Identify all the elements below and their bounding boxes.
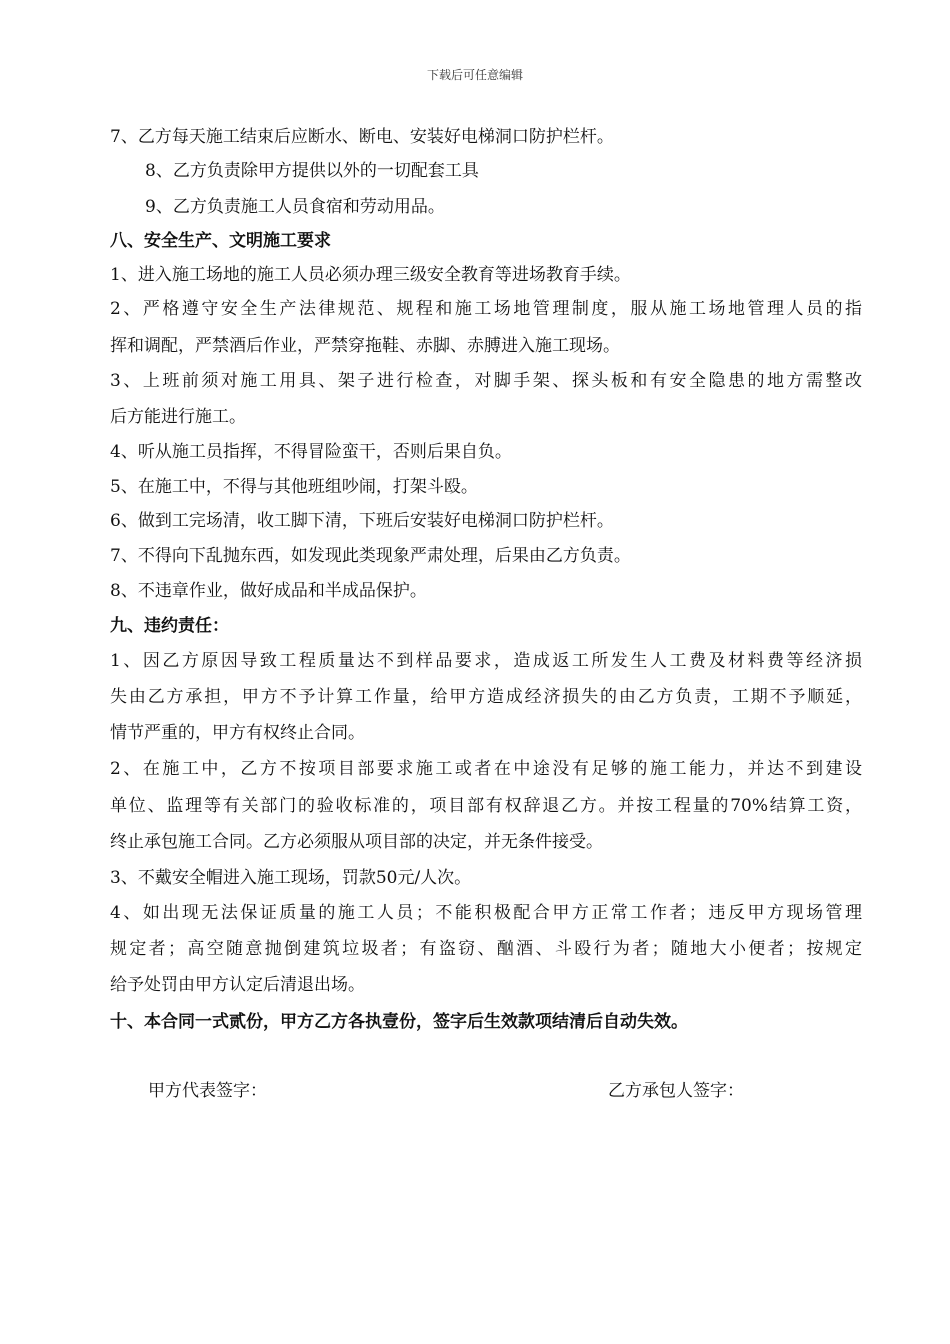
clause-line: 规定者；高空随意抛倒建筑垃圾者；有盗窃、酗酒、斗殴行为者；随地大小便者；按规定 bbox=[110, 939, 862, 959]
clause-line: 情节严重的，甲方有权终止合同。 bbox=[110, 723, 365, 743]
clause-line: 给予处罚由甲方认定后清退出场。 bbox=[110, 975, 365, 995]
clause-line: 挥和调配，严禁酒后作业，严禁穿拖鞋、赤脚、赤膊进入施工现场。 bbox=[110, 336, 620, 356]
clause-line: 6、做到工完场清，收工脚下清，下班后安装好电梯洞口防护栏杆。 bbox=[110, 511, 614, 531]
clause-line: 终止承包施工合同。乙方必须服从项目部的决定，并无条件接受。 bbox=[110, 832, 603, 852]
clause-line: 2、严格遵守安全生产法律规范、规程和施工场地管理制度，服从施工场地管理人员的指 bbox=[110, 299, 862, 319]
clause-line: 5、在施工中，不得与其他班组吵闹，打架斗殴。 bbox=[110, 477, 478, 497]
clause-line: 9、乙方负责施工人员食宿和劳动用品。 bbox=[145, 197, 445, 217]
section-heading: 九、违约责任： bbox=[110, 616, 229, 636]
clause-line: 7、不得向下乱抛东西，如发现此类现象严肃处理，后果由乙方负责。 bbox=[110, 546, 631, 566]
clause-line: 8、不违章作业，做好成品和半成品保护。 bbox=[110, 581, 427, 601]
clause-line: 1、进入施工场地的施工人员必须办理三级安全教育等进场教育手续。 bbox=[110, 265, 631, 285]
clause-line: 8、乙方负责除甲方提供以外的一切配套工具 bbox=[145, 161, 479, 181]
clause-line: 4、如出现无法保证质量的施工人员；不能积极配合甲方正常工作者；违反甲方现场管理 bbox=[110, 903, 862, 923]
party-a-signature-label: 甲方代表签字： bbox=[148, 1081, 267, 1101]
clause-line: 4、听从施工员指挥，不得冒险蛮干，否则后果自负。 bbox=[110, 442, 512, 462]
clause-line: 3、上班前须对施工用具、架子进行检查，对脚手架、探头板和有安全隐患的地方需整改 bbox=[110, 371, 862, 391]
clause-line: 2、在施工中，乙方不按项目部要求施工或者在中途没有足够的施工能力，并达不到建设 bbox=[110, 759, 862, 779]
clause-line: 后方能进行施工。 bbox=[110, 407, 246, 427]
clause-line: 7、乙方每天施工结束后应断水、断电、安装好电梯洞口防护栏杆。 bbox=[110, 127, 614, 147]
section-heading: 十、本合同一式贰份，甲方乙方各执壹份，签字后生效款项结清后自动失效。 bbox=[110, 1012, 688, 1032]
party-b-signature-label: 乙方承包人签字： bbox=[608, 1081, 744, 1101]
clause-line: 3、不戴安全帽进入施工现场，罚款50元/人次。 bbox=[110, 868, 472, 888]
header-note: 下载后可任意编辑 bbox=[426, 68, 523, 82]
clause-line: 1、因乙方原因导致工程质量达不到样品要求，造成返工所发生人工费及材料费等经济损 bbox=[110, 651, 862, 671]
section-heading: 八、安全生产、文明施工要求 bbox=[110, 231, 331, 251]
clause-line: 单位、监理等有关部门的验收标准的，项目部有权辞退乙方。并按工程量的70%结算工资， bbox=[110, 796, 862, 816]
clause-line: 失由乙方承担，甲方不予计算工作量，给甲方造成经济损失的由乙方负责，工期不予顺延， bbox=[110, 687, 862, 707]
